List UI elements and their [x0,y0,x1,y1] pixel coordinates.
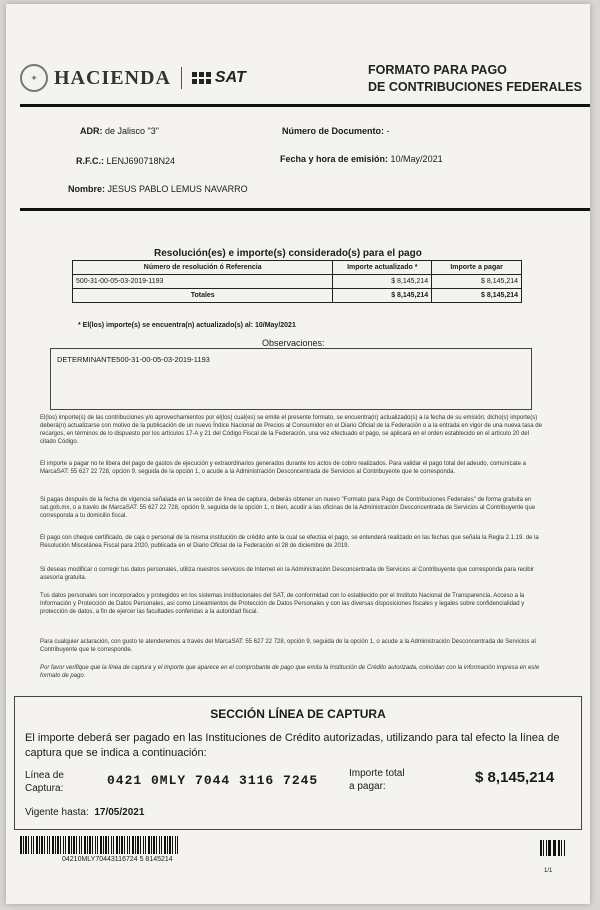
capture-line-section [14,696,582,830]
capture-line-value: 0421 0MLY 7044 3116 7245 [107,773,319,788]
barcode-bar [546,840,547,856]
barcode-bar [28,836,30,854]
legal-paragraph: Para cualquier aclaración, con gusto te atenderemos a través del MarcaSAT: 55 627 22 728, opción 9, seguida de la opción 1, o acude a la Administración Desconcentrada de Servicios al Contribuyente que te corresponde. [40,639,536,653]
barcode-bar [116,836,118,854]
table-header-row: Número de resolución ó Referencia Importe actualizado * Importe a pagar [73,261,522,275]
rfc-field: R.F.C.: LENJ690718N24 [76,156,176,166]
resolution-title: Resolución(es) e importe(s) considerado(s) para el pago [154,248,422,259]
observations-text: DETERMINANTE500-31-00-05-03-2019-1193 [57,355,210,364]
barcode-bar [161,836,162,854]
barcode-bar [543,840,544,856]
barcode-bar [92,836,94,854]
barcode-bar [113,836,114,854]
barcode-bar [49,836,50,854]
page-barcode-image [540,840,566,856]
page-number: 1/1 [544,868,553,874]
barcode-text: 04210MLY70443116724 5 8145214 [62,856,173,863]
barcode-bar [540,840,542,856]
capture-line-label: Línea de Captura: [25,770,64,794]
barcode-bar [137,836,138,854]
valid-until: Vigente hasta: 17/05/2021 [25,807,145,818]
hacienda-seal-icon: ✦ [20,64,48,92]
barcode-bar [25,836,26,854]
barcode-bar [31,836,32,854]
capture-section-title: SECCIÓN LÍNEA DE CAPTURA [210,707,386,721]
barcode-bar [81,836,82,854]
barcode-bar [36,836,38,854]
barcode-bar [167,836,168,854]
barcode-bar [20,836,22,854]
barcode-bar [129,836,130,854]
barcode-bar [124,836,126,854]
legal-paragraph: El pago con cheque certificado, de caja o personal de la misma institución de crédito ante la cual se efectúa el pago, se entenderá realizado en las fechas que señala la Regla 2.1.19. de la Resolución Miscelánea Fiscal para 2020, publicada en el Diario Oficial de la Federación el 28 de diciembre de 2019. [40,535,539,549]
barcode-bar [79,836,80,854]
info-divider [20,208,590,211]
barcode-bar [47,836,48,854]
legal-paragraph: El importe a pagar no te libera del pago de gastos de ejecución y extraordinarios generados durante los actos de cobro realizados. Para validar el pago total del adeudo, comunícate a MarcaSAT: 55 627 22 728, opción 9, seguida de la opción 1, o acude a la Administración Desconcentrada de Servicios al Contribuyente que te corresponda. [40,461,526,475]
barcode-bar [108,836,110,854]
barcode-bar [135,836,136,854]
barcode-bar [145,836,146,854]
barcode-bar [159,836,160,854]
barcode-bar [97,836,98,854]
payment-form-sheet [6,4,590,904]
barcode-bar [44,836,46,854]
barcode-bar [177,836,178,854]
resolution-table [72,260,522,303]
barcode-bar [558,840,560,856]
barcode-image [20,836,180,854]
update-note: * El(los) importe(s) se encuentra(n) actualizado(s) al: 10/May/2021 [78,322,296,329]
barcode-bar [95,836,96,854]
barcode-bar [87,836,88,854]
barcode-bar [63,836,64,854]
barcode-bar [71,836,72,854]
barcode-bar [175,836,176,854]
barcode-bar [105,836,106,854]
barcode-bar [84,836,86,854]
barcode-bar [23,836,24,854]
legal-paragraph: Tus datos personales son incorporados y protegidos en los sistemas institucionales del SAT, de conformidad con lo establecido por el Instituto Nacional de Transparencia, Acceso a la Información y Protección de Datos Personales, así como Lineamientos de Protección de Datos Personales y con las diversas disposiciones fiscales y legales sobre confidencialidad y protección de datos, a fin de ejercer las facultades conferidas a la autoridad fiscal. [40,593,525,615]
barcode-bar [119,836,120,854]
adr-field: ADR: de Jalisco "3" [80,126,159,136]
issue-date-field: Fecha y hora de emisión: 10/May/2021 [280,154,443,164]
barcode-bar [60,836,62,854]
barcode-bar [164,836,166,854]
name-field: Nombre: JESUS PABLO LEMUS NAVARRO [68,184,248,194]
barcode-bar [554,840,555,856]
barcode-bar [65,836,66,854]
barcode-bar [76,836,78,854]
sat-logo: SAT [214,69,246,86]
barcode-bar [140,836,142,854]
barcode-bar [33,836,34,854]
barcode-bar [100,836,102,854]
header-divider [20,104,590,107]
barcode-bar [132,836,134,854]
barcode-bar [73,836,74,854]
barcode-bar [151,836,152,854]
barcode-bar [553,840,554,856]
barcode-bar [41,836,42,854]
barcode-bar [172,836,174,854]
total-amount-label: Importe total a pagar: [349,768,405,792]
barcode-bar [55,836,56,854]
barcode-bar [68,836,70,854]
barcode-bar [564,840,565,856]
barcode-bar [561,840,562,856]
document-number-field: Número de Documento: - [282,126,390,136]
barcode-bar [57,836,58,854]
table-total-row: Totales $ 8,145,214 $ 8,145,214 [73,289,522,303]
barcode-bar [143,836,144,854]
logos [20,64,246,92]
legal-paragraph: El(los) importe(s) de las contribuciones y/o aprovechamientos por el(los) cual(es) se emite el presente formato, se encuentra(n) actualizado(s) a la fecha de su emisión; dicho(s) importe(s) deberá(n) actualizarse con motivo de la publicación de un nuevo Índice Nacional de Precios al Consumidor en el Diario Oficial de la Federación o a la entrada en vigor de una nueva tasa de recargos, en términos de lo dispuesto por los artículos 17-A y 21 del Código Fiscal de la Federación, una vez efectuado el pago, se aplicará en el orden establecido en el artículo 20 del citado Código. [40,415,542,445]
form-title: FORMATO PARA PAGO DE CONTRIBUCIONES FEDERALES [368,63,582,94]
table-row: 500-31-00-05-03-2019-1193 $ 8,145,214 $ 8,145,214 [73,275,522,289]
logo-separator [181,67,182,89]
barcode-bar [52,836,54,854]
barcode-bar [103,836,104,854]
barcode-bar [148,836,150,854]
barcode-bar [121,836,122,854]
legal-paragraph: Si pagas después de la fecha de vigencia señalada en la sección de línea de captura, deberás obtener un nuevo "Formato para Pago de Contribuciones Federales" de forma gratuita en sat.gob.mx, o a través de MarcaSAT: 55 627 22 728, opción 9, seguida de la opción 1, o bien, acudir a las oficinas de la Administración Desconcentrada de Servicios al Contribuyente que corresponda a tu domicilio fiscal. [40,497,536,519]
legal-paragraph: Si deseas modificar o corregir tus datos personales, utiliza nuestros servicios de Internet en la Administración Desconcentrada de Servicios al Contribuyente que corresponda para recibir asesoría gratuita. [40,567,534,581]
total-amount-value: $ 8,145,214 [475,769,555,786]
observations-label: Observaciones: [262,338,325,348]
capture-description: El importe deberá ser pagado en las Instituciones de Crédito autorizadas, utilizando para tal efecto la línea de captura que se indica a continuación: [25,732,560,759]
barcode-bar [39,836,40,854]
barcode-bar [169,836,170,854]
sat-logo-icon [192,72,211,84]
barcode-bar [548,840,550,856]
barcode-bar [127,836,128,854]
barcode-bar [111,836,112,854]
barcode-bar [89,836,90,854]
observations-box [50,348,532,410]
barcode-bar [156,836,158,854]
barcode-bar [153,836,154,854]
hacienda-logo: HACIENDA [54,66,171,89]
legal-paragraph: Por favor verifique que la línea de captura y el importe que aparece en el comprobante de pago que emita la Institución de Crédito autorizada, coincidan con la información impresa en este formato de pago. [40,665,540,679]
